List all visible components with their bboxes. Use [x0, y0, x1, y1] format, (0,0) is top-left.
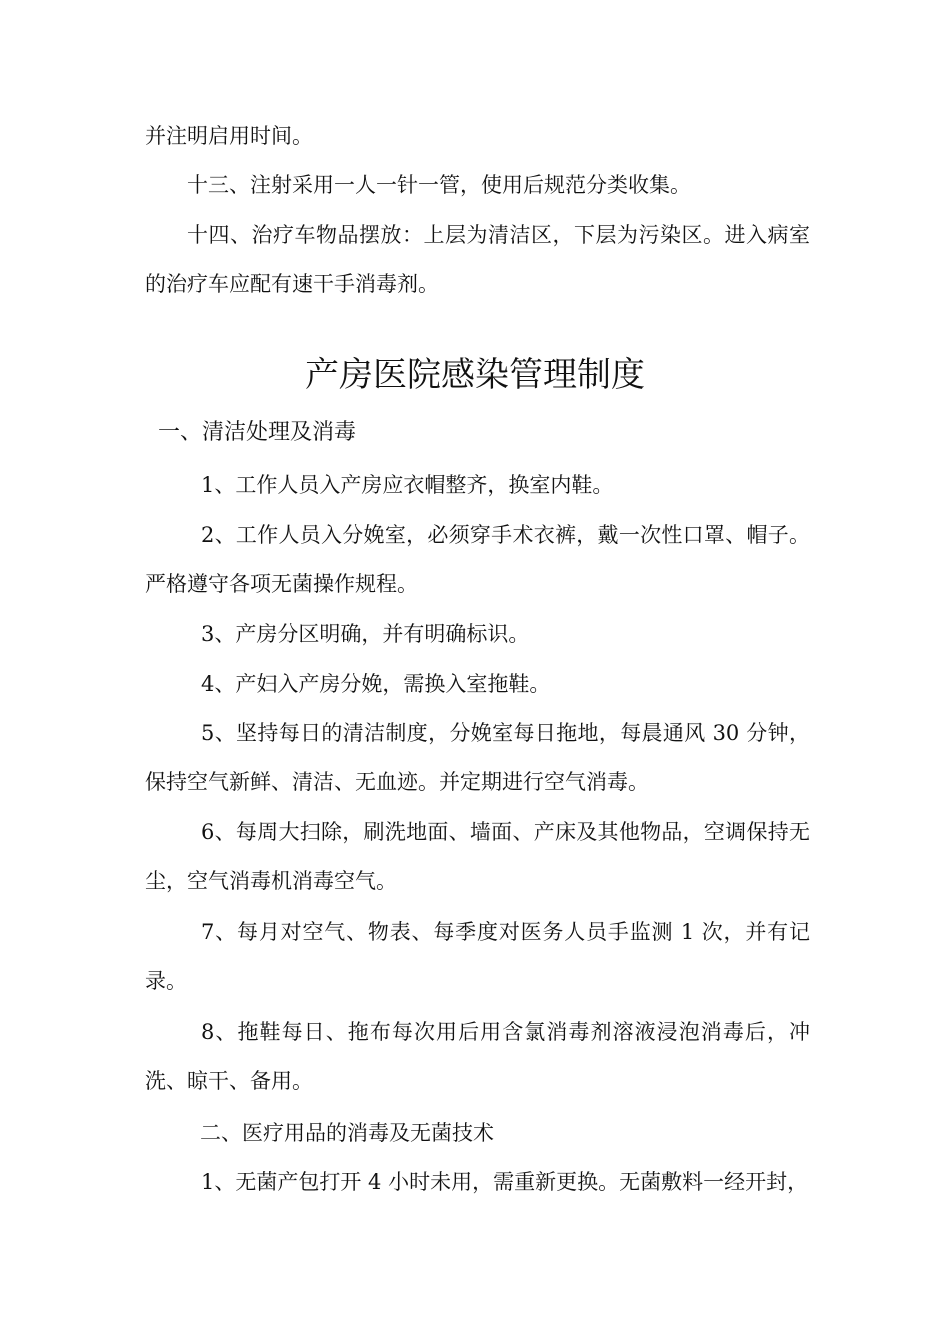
document-title: 产房医院感染管理制度: [305, 355, 645, 395]
paragraph-continuation: 并注明启用时间。: [145, 124, 313, 148]
paragraph-item-14: 十四、治疗车物品摆放：上层为清洁区，下层为污染区。进入病室的治疗车应配有速干手消毒剂。: [145, 223, 810, 296]
list-item: 8、拖鞋每日、拖布每次用后用含氯消毒剂溶液浸泡消毒后，冲洗、晾干、备用。: [145, 1020, 810, 1093]
list-item: 3、产房分区明确，并有明确标识。: [201, 622, 530, 646]
list-item: 6、每周大扫除，刷洗地面、墙面、产床及其他物品，空调保持无尘，空气消毒机消毒空气。: [145, 820, 810, 893]
list-item: 1、无菌产包打开 4 小时未用，需重新更换。无菌敷料一经开封，: [201, 1170, 809, 1194]
section-heading-medical-supplies: 二、医疗用品的消毒及无菌技术: [200, 1121, 494, 1145]
list-item: 4、产妇入产房分娩，需换入室拖鞋。: [201, 672, 551, 696]
list-item: 1、工作人员入产房应衣帽整齐，换室内鞋。: [201, 473, 614, 497]
list-item: 7、每月对空气、物表、每季度对医务人员手监测 1 次，并有记录。: [145, 920, 810, 993]
paragraph-item-13: 十三、注射采用一人一针一管，使用后规范分类收集。: [187, 173, 691, 197]
section-heading-cleaning: 一、清洁处理及消毒: [158, 420, 357, 445]
list-item: 5、坚持每日的清洁制度，分娩室每日拖地，每晨通风 30 分钟，保持空气新鲜、清洁、无血迹。并定期进行空气消毒。: [145, 721, 810, 794]
list-item: 2、工作人员入分娩室，必须穿手术衣裤，戴一次性口罩、帽子。严格遵守各项无菌操作规程。: [145, 523, 810, 596]
